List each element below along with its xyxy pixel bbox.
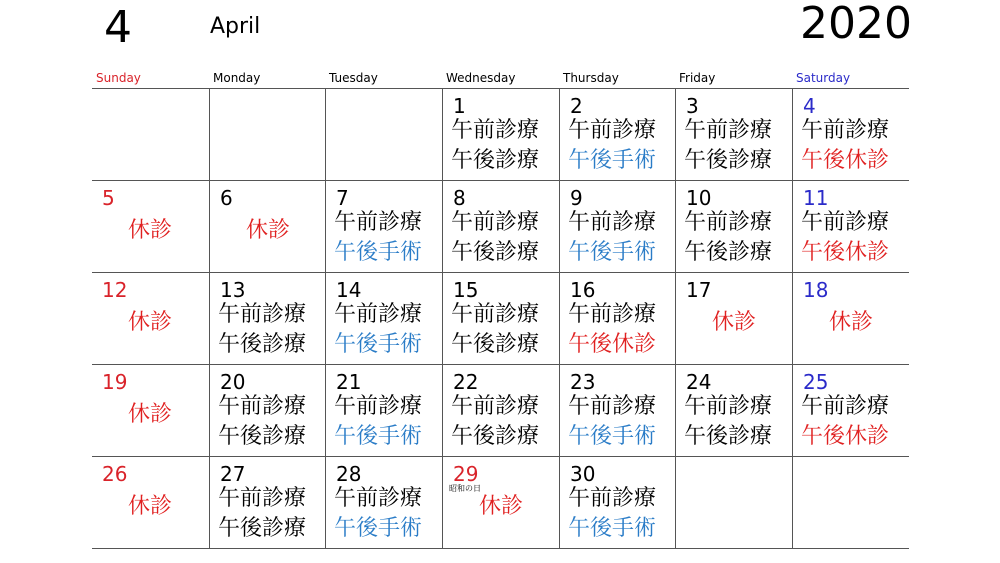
week-row [92,273,909,365]
calendar [92,66,909,546]
morning-status: 午前診療 [568,302,657,327]
afternoon-status: 午後休診 [801,148,890,173]
closed-label: 休診 [127,218,172,243]
afternoon-status: 午後手術 [334,424,423,449]
day-number: 11 [803,186,829,210]
day-number: 6 [220,186,233,210]
day-cell [675,181,792,272]
afternoon-status: 午後診療 [684,424,773,449]
weekday-wednesday: Wednesday [446,71,516,85]
day-cell [92,181,209,272]
afternoon-status: 午後診療 [218,424,307,449]
day-cell [92,365,209,456]
day-cell [675,273,792,364]
morning-status: 午前診療 [334,302,423,327]
day-cell [675,89,792,180]
day-number: 24 [686,370,712,394]
day-cell [792,457,909,548]
afternoon-status: 午後診療 [451,332,540,357]
day-cell [559,89,675,180]
afternoon-status: 午後診療 [218,516,307,541]
week-row [92,89,909,181]
day-cell [92,457,209,548]
closed-label: 休診 [478,494,523,519]
day-number: 18 [803,278,829,302]
afternoon-status: 午後手術 [568,424,657,449]
day-number: 12 [102,278,128,302]
day-cell [325,457,442,548]
day-cell [792,89,909,180]
day-number: 20 [220,370,246,394]
afternoon-status: 午後休診 [801,240,890,265]
day-cell [559,181,675,272]
morning-status: 午前診療 [218,394,307,419]
holiday-name: 昭和の日 [449,484,481,493]
afternoon-status: 午後診療 [451,424,540,449]
day-cell [559,457,675,548]
day-cell [442,181,559,272]
day-cell [325,89,442,180]
month-number: 4 [104,2,132,53]
weekday-monday: Monday [213,71,261,85]
day-cell [209,181,325,272]
morning-status: 午前診療 [684,394,773,419]
day-cell [675,457,792,548]
weekday-thursday: Thursday [563,71,619,85]
year: 2020 [800,0,912,49]
day-cell [792,181,909,272]
day-cell [325,273,442,364]
morning-status: 午前診療 [684,210,773,235]
afternoon-status: 午後休診 [801,424,890,449]
day-cell [792,273,909,364]
day-number: 1 [453,94,466,118]
afternoon-status: 午後診療 [451,240,540,265]
day-cell [209,457,325,548]
day-number: 19 [102,370,128,394]
day-cell [325,365,442,456]
day-number: 13 [220,278,246,302]
afternoon-status: 午後診療 [684,240,773,265]
closed-label: 休診 [245,218,290,243]
morning-status: 午前診療 [451,210,540,235]
day-cell [209,89,325,180]
day-cell [559,273,675,364]
day-number: 28 [336,462,362,486]
day-number: 17 [686,278,712,302]
afternoon-status: 午後手術 [568,148,657,173]
day-cell [92,89,209,180]
closed-label: 休診 [127,310,172,335]
week-row [92,181,909,273]
morning-status: 午前診療 [451,302,540,327]
month-name: April [210,14,261,39]
afternoon-status: 午後手術 [568,516,657,541]
morning-status: 午前診療 [451,118,540,143]
day-cell [442,273,559,364]
day-cell [675,365,792,456]
day-number: 25 [803,370,829,394]
weekday-friday: Friday [679,71,716,85]
closed-label: 休診 [127,494,172,519]
morning-status: 午前診療 [801,394,890,419]
afternoon-status: 午後休診 [568,332,657,357]
day-number: 3 [686,94,699,118]
calendar-grid [92,88,909,549]
day-number: 5 [102,186,115,210]
weekday-sunday: Sunday [96,71,141,85]
morning-status: 午前診療 [568,118,657,143]
afternoon-status: 午後手術 [334,332,423,357]
morning-status: 午前診療 [801,118,890,143]
day-number: 7 [336,186,349,210]
day-number: 2 [570,94,583,118]
day-number: 22 [453,370,479,394]
weekday-header [92,66,909,88]
day-number: 29 [453,462,479,486]
day-number: 21 [336,370,362,394]
day-number: 26 [102,462,128,486]
afternoon-status: 午後診療 [684,148,773,173]
morning-status: 午前診療 [218,302,307,327]
afternoon-status: 午後診療 [451,148,540,173]
day-cell [442,457,559,548]
day-number: 10 [686,186,712,210]
day-number: 30 [570,462,596,486]
closed-label: 休診 [127,402,172,427]
weekday-saturday: Saturday [796,71,851,85]
week-row [92,457,909,549]
day-cell [442,89,559,180]
morning-status: 午前診療 [684,118,773,143]
afternoon-status: 午後手術 [334,240,423,265]
weekday-tuesday: Tuesday [329,71,378,85]
day-number: 14 [336,278,362,302]
day-cell [442,365,559,456]
day-number: 9 [570,186,583,210]
morning-status: 午前診療 [801,210,890,235]
afternoon-status: 午後診療 [218,332,307,357]
day-number: 8 [453,186,466,210]
day-cell [325,181,442,272]
day-number: 16 [570,278,596,302]
morning-status: 午前診療 [568,486,657,511]
morning-status: 午前診療 [568,210,657,235]
morning-status: 午前診療 [451,394,540,419]
afternoon-status: 午後手術 [568,240,657,265]
morning-status: 午前診療 [334,394,423,419]
morning-status: 午前診療 [218,486,307,511]
week-row [92,365,909,457]
day-number: 15 [453,278,479,302]
morning-status: 午前診療 [334,210,423,235]
day-number: 23 [570,370,596,394]
day-cell [209,273,325,364]
afternoon-status: 午後手術 [334,516,423,541]
day-number: 4 [803,94,816,118]
closed-label: 休診 [828,310,873,335]
day-cell [92,273,209,364]
day-cell [792,365,909,456]
closed-label: 休診 [711,310,756,335]
morning-status: 午前診療 [334,486,423,511]
morning-status: 午前診療 [568,394,657,419]
day-number: 27 [220,462,246,486]
day-cell [209,365,325,456]
day-cell [559,365,675,456]
